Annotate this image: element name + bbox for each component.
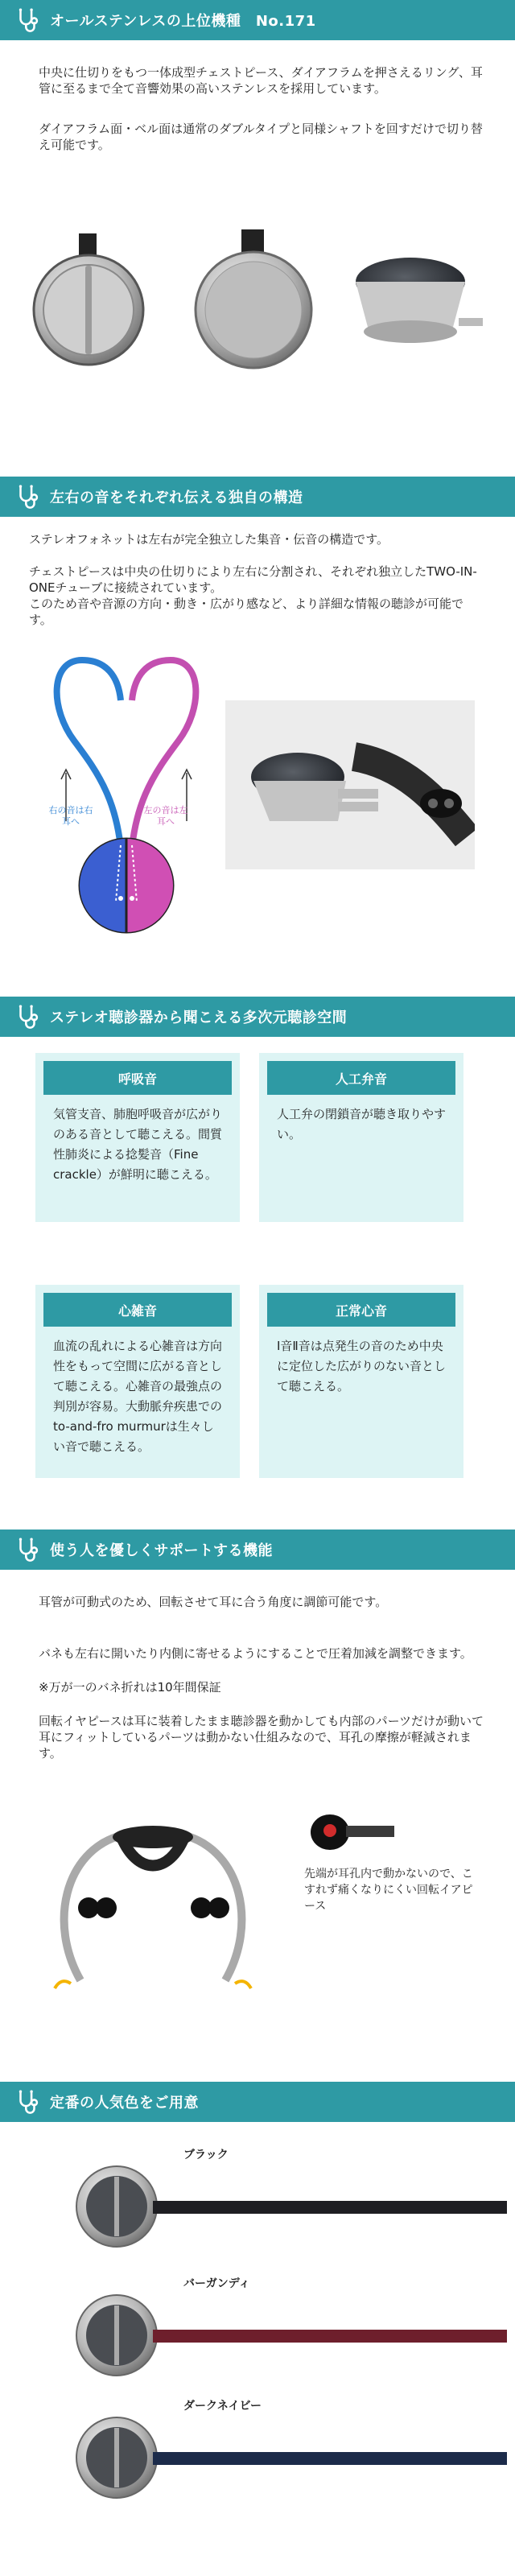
card-text: 血流の乱れによる心雑音は方向性をもって空間に広がる音として聴こえる。心雑音の最強点の判別が容易。大動脈弁疾患でのto-and-fro murmurは生々しい音で聴こえる。 xyxy=(53,1339,223,1454)
card-title: 呼吸音 xyxy=(43,1061,232,1095)
stereo-paragraph-2: チェストピースは中央の仕切りにより左右に分割され、それぞれ独立したTWO-IN-ONEチューブに接続されています。 xyxy=(29,564,477,595)
stereo-paragraph-1: ステレオフォネットは左右が完全独立した集音・伝音の構造です。 xyxy=(29,532,389,547)
stethoscope-icon xyxy=(11,1534,43,1566)
warranty-note: ※万が一のバネ折れは10年間保証 xyxy=(39,1680,221,1695)
card-text: 気管支音、肺胞呼吸音が広がりのある音として聴こえる。間質性肺炎による捻髪音（Fine crackle）が鮮明に聴こえる。 xyxy=(53,1107,223,1182)
right-ear-label: 右の音は右耳へ xyxy=(48,805,93,827)
card-text: Ⅰ音Ⅱ音は点発生の音のため中央に定位した広がりのない音として聴こえる。 xyxy=(277,1339,447,1393)
tube xyxy=(153,2201,507,2214)
black-stethoscope-photo xyxy=(40,2162,507,2251)
stereo-diagram xyxy=(42,644,219,934)
chestpiece-photos xyxy=(32,225,483,370)
section-title: 使う人を優しくサポートする機能 xyxy=(50,1542,273,1559)
tube xyxy=(153,2330,507,2343)
rotating-earpiece-photo xyxy=(306,1808,394,1856)
card-prosthetic-valve xyxy=(259,1053,464,1222)
left-ear-label: 左の音は左耳へ xyxy=(143,805,188,827)
section-title: 左右の音をそれぞれ伝える独自の構造 xyxy=(50,489,303,506)
color-label-navy: ダークネイビー xyxy=(183,2400,262,2413)
support-paragraph-3: 回転イヤピースは耳に装着したまま聴診器を動かしても内部のパーツだけが動いて耳にフィットしているパーツは動かない仕組みなので、耳孔の摩擦が軽減されます。 xyxy=(39,1714,484,1761)
card-title: 正常心音 xyxy=(267,1293,455,1327)
earpiece-caption: 先端が耳孔内で動かないので、こすれず痛くなりにくい回転イアピース xyxy=(304,1868,473,1913)
card-heart-murmur xyxy=(35,1285,240,1478)
section-header-stainless xyxy=(0,0,515,40)
color-label-black: ブラック xyxy=(183,2149,229,2161)
support-paragraph-1: 耳管が可動式のため、回転させて耳に合う角度に調節可能です。 xyxy=(39,1595,388,1609)
stethoscope-icon xyxy=(11,1001,43,1033)
burgundy-stethoscope-photo xyxy=(40,2291,507,2380)
chestpiece-bell-photo xyxy=(356,258,483,343)
stethoscope-icon xyxy=(11,4,43,36)
card-title: 人工弁音 xyxy=(267,1061,455,1095)
support-paragraph-2: バネも左右に開いたり内側に寄せるようにすることで圧着加減を調整できます。 xyxy=(39,1646,472,1661)
two-in-one-tube-photo xyxy=(225,700,475,869)
section-title: 定番の人気色をご用意 xyxy=(50,2095,199,2112)
stethoscope-icon xyxy=(11,481,43,513)
card-title: 心雑音 xyxy=(43,1293,232,1327)
chestpiece-diaphragm-photo xyxy=(196,229,311,368)
section-header-auscultation xyxy=(0,997,515,1037)
chestpiece-front-photo xyxy=(34,233,143,365)
stethoscope-icon xyxy=(11,2086,43,2118)
switch-paragraph: ダイアフラム面・ベル面は通常のダブルタイプと同様シャフトを回すだけで切り替え可能です。 xyxy=(39,122,483,152)
section-header-structure xyxy=(0,477,515,517)
eartube-photo xyxy=(32,1787,274,2004)
color-label-burgundy: バーガンディ xyxy=(183,2277,250,2290)
card-text: 人工弁の閉鎖音が聴き取りやすい。 xyxy=(277,1107,447,1141)
section-header-colors xyxy=(0,2082,515,2122)
card-normal-heart-sound xyxy=(259,1285,464,1478)
navy-stethoscope-photo xyxy=(40,2413,507,2502)
section-title: オールステンレスの上位機種 No.171 xyxy=(50,13,316,30)
section-header-support xyxy=(0,1530,515,1570)
section-title: ステレオ聴診器から聞こえる多次元聴診空間 xyxy=(50,1009,348,1026)
intro-paragraph: 中央に仕切りをもつ一体成型チェストピース、ダイアフラムを押さえるリング、耳管に至るまで全て音響効果の高いステンレスを採用しています。 xyxy=(39,65,483,96)
tube xyxy=(153,2452,507,2465)
stereo-paragraph-3: このため音や音源の方向・動き・広がり感など、より詳細な情報の聴診が可能です。 xyxy=(29,597,464,627)
card-breath-sounds xyxy=(35,1053,240,1222)
